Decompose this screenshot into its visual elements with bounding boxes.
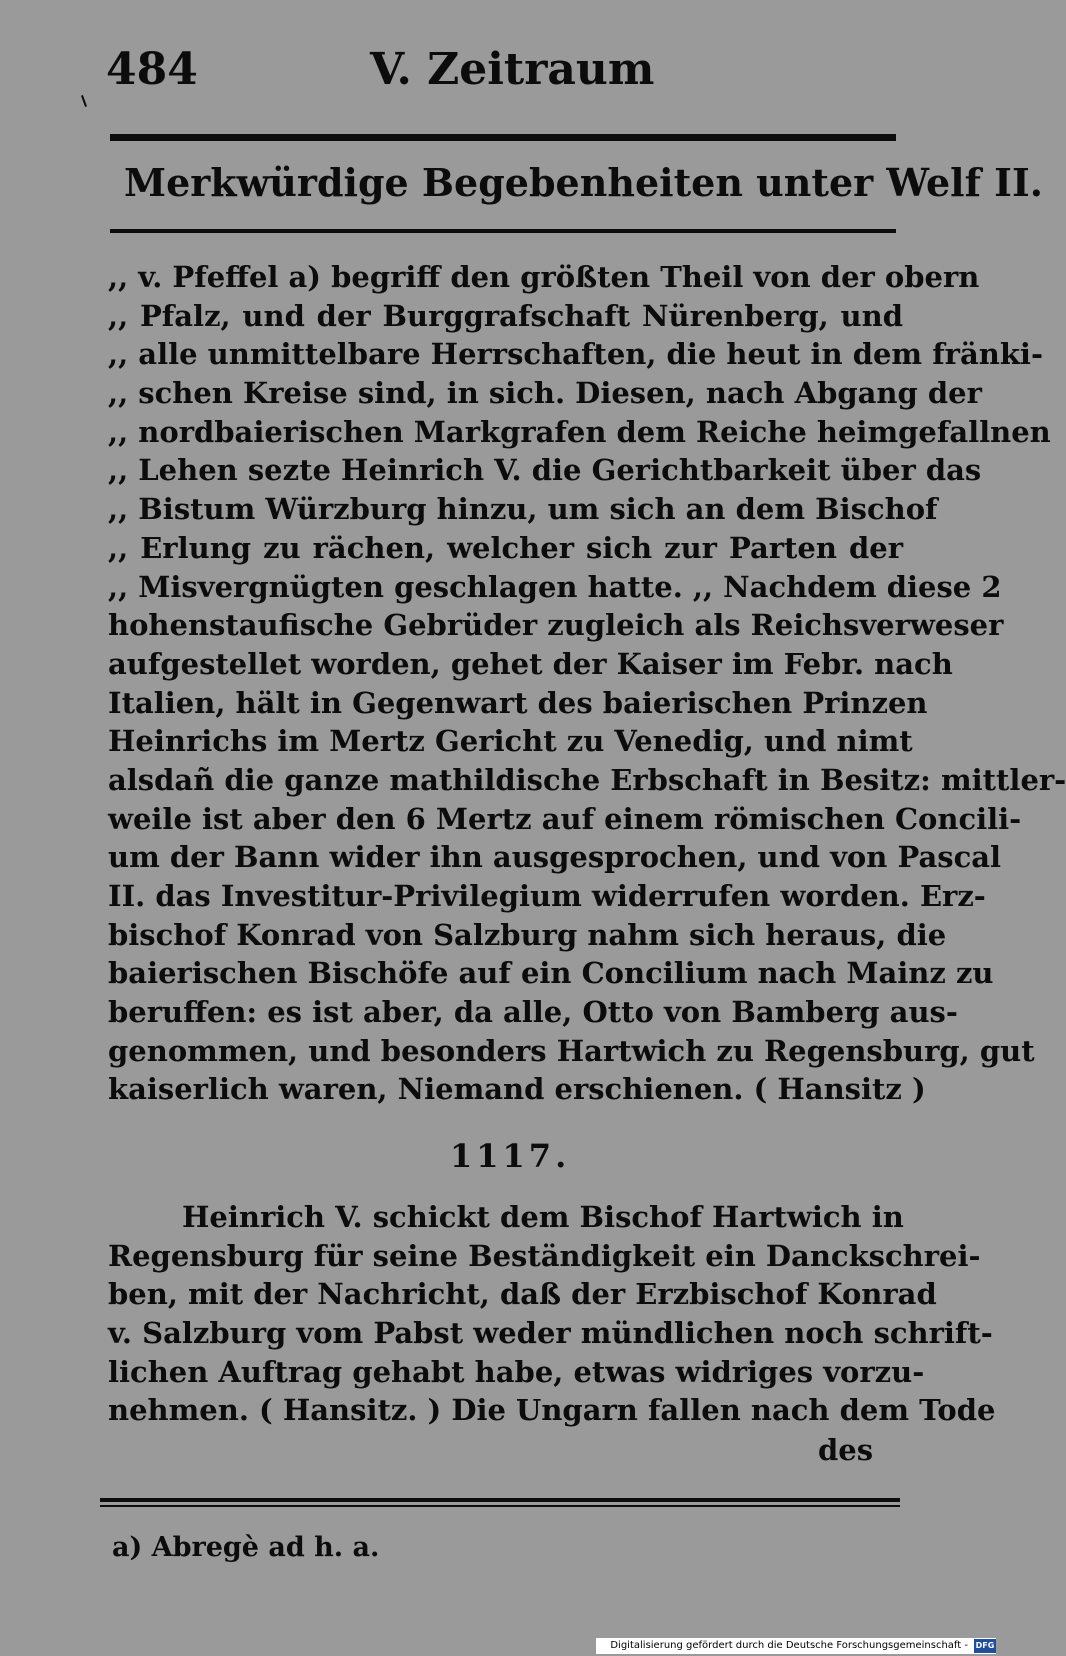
text-line: lichen Auftrag gehabt habe, etwas widriges vorzu- bbox=[108, 1354, 925, 1389]
text-line: nehmen. ( Hansitz. ) Die Ungarn fallen nach dem Tode bbox=[108, 1393, 996, 1428]
digitization-notice: Digitalisierung gefördert durch die Deutsche Forschungsgemeinschaft - bbox=[596, 1638, 996, 1654]
text-line: weile ist aber den 6 Mertz auf einem römischen Concili- bbox=[108, 801, 1022, 836]
footnote: a) Abregè ad h. a. bbox=[112, 1532, 380, 1563]
header-rule bbox=[110, 134, 896, 141]
text-line: Regensburg für seine Beständigkeit ein Danckschrei- bbox=[108, 1238, 981, 1273]
paragraph-2 bbox=[108, 1198, 996, 1430]
text-line: Heinrich V. schickt dem Bischof Hartwich in bbox=[182, 1200, 904, 1234]
margin-mark bbox=[81, 95, 87, 107]
text-line: ,, schen Kreise sind, in sich. Diesen, nach Abgang der bbox=[108, 376, 982, 411]
text-line: hohenstaufische Gebrüder zugleich als Reichsverweser bbox=[108, 608, 1004, 643]
text-line: ,, Pfalz, und der Burggrafschaft Nürenberg, und bbox=[108, 298, 903, 333]
text-line: aufgestellet worden, gehet der Kaiser im Febr. nach bbox=[108, 646, 953, 681]
text-line: Heinrichs im Mertz Gericht zu Venedig, und nimt bbox=[108, 724, 913, 759]
text-line: ,, Erlung zu rächen, welcher sich zur Parten der bbox=[108, 530, 903, 565]
text-line: ,, v. Pfeffel a) begriff den größten Theil von der obern bbox=[108, 260, 980, 294]
dfg-logo-icon: DFG bbox=[974, 1639, 996, 1653]
section-title: Merkwürdige Begebenheiten unter Welf II. bbox=[124, 160, 1043, 205]
text-line: beruffen: es ist aber, da alle, Otto von Bamberg aus- bbox=[108, 995, 958, 1030]
running-head: V. Zeitraum bbox=[370, 44, 655, 95]
text-line: um der Bann wider ihn ausgesprochen, und von Pascal bbox=[108, 840, 1002, 875]
text-line: Italien, hält in Gegenwart des baierischen Prinzen bbox=[108, 685, 928, 720]
text-line: II. das Investitur-Privilegium widerrufen worden. Erz- bbox=[108, 879, 986, 913]
footnote-rule-thin bbox=[100, 1505, 900, 1507]
year-heading: 1117. bbox=[450, 1137, 571, 1175]
text-line: ,, alle unmittelbare Herrschaften, die heut in dem fränki- bbox=[108, 337, 1043, 372]
text-line: bischof Konrad von Salzburg nahm sich heraus, die bbox=[108, 917, 947, 952]
text-line: v. Salzburg vom Pabst weder mündlichen noch schrift- bbox=[108, 1316, 993, 1351]
text-line: kaiserlich waren, Niemand erschienen. ( Hansitz ) bbox=[108, 1072, 926, 1107]
text-line: baierischen Bischöfe auf ein Concilium nach Mainz zu bbox=[108, 956, 994, 991]
text-line: ,, Bistum Würzburg hinzu, um sich an dem Bischof bbox=[108, 492, 938, 527]
text-line: ,, nordbaierischen Markgrafen dem Reiche heimgefallnen bbox=[108, 414, 1051, 449]
page-number: 484 bbox=[106, 44, 198, 95]
text-line: alsdañ die ganze mathildische Erbschaft in Besitz: mittler- bbox=[108, 762, 1066, 797]
footnote-rule bbox=[100, 1498, 900, 1502]
text-line: ,, Misvergnügten geschlagen hatte. ,, Nachdem diese 2 bbox=[108, 569, 1002, 604]
text-line: ben, mit der Nachricht, daß der Erzbischof Konrad bbox=[108, 1277, 937, 1312]
text-line: genommen, und besonders Hartwich zu Regensburg, gut bbox=[108, 1033, 1035, 1068]
text-line: ,, Lehen sezte Heinrich V. die Gerichtbarkeit über das bbox=[108, 453, 982, 488]
title-rule bbox=[110, 229, 896, 233]
paragraph-1 bbox=[108, 258, 1066, 1109]
catchword: des bbox=[818, 1433, 874, 1467]
